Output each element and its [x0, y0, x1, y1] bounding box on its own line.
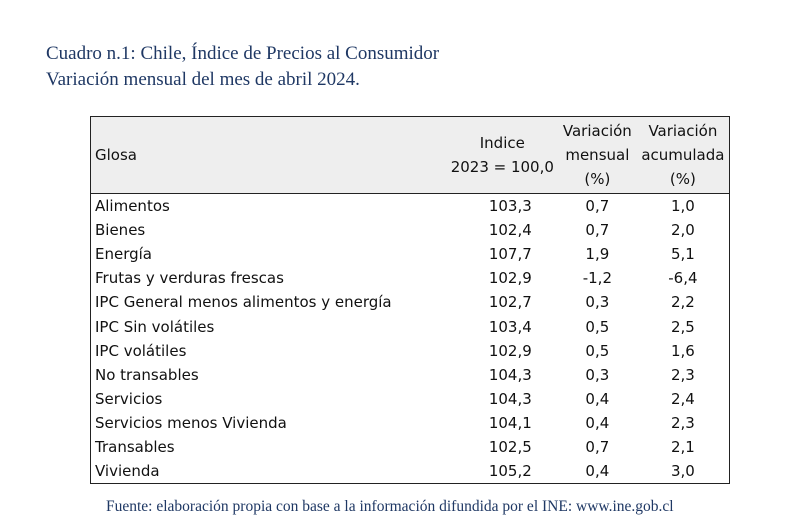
cell-acumulada: 2,3 — [637, 411, 730, 435]
table-row — [91, 314, 730, 338]
cell-acumulada: 2,2 — [637, 290, 730, 314]
table-row — [91, 363, 730, 387]
table-row — [91, 218, 730, 242]
header-mensual — [558, 117, 637, 194]
cell-indice: 102,9 — [488, 269, 532, 288]
cell-glosa: Servicios — [91, 387, 397, 411]
cell-mensual: 0,5 — [585, 317, 610, 336]
cell-acumulada: 2,4 — [637, 387, 730, 411]
caption-line-2: Variación mensual del mes de abril 2024. — [46, 69, 360, 90]
cell-glosa: IPC Sin volátiles — [91, 314, 397, 338]
cell-indice: 102,4 — [488, 221, 532, 240]
cell-indice: 102,7 — [488, 293, 532, 312]
source-note: Fuente: elaboración propia con base a la información difundida por el INE: www.ine.gob.cl — [106, 498, 674, 515]
table-row — [91, 242, 730, 266]
cell-mensual: 0,4 — [585, 413, 610, 432]
header-indice-line: Indice — [479, 134, 525, 152]
table-row — [91, 339, 730, 363]
cell-mensual: 0,7 — [585, 437, 610, 456]
cell-acumulada: 3,0 — [637, 459, 730, 484]
cell-mensual: 0,7 — [585, 221, 610, 240]
table-caption — [46, 41, 439, 93]
cell-indice: 105,2 — [397, 459, 558, 484]
cell-acumulada: 2,1 — [637, 435, 730, 459]
cell-indice: 104,3 — [488, 389, 532, 408]
cell-glosa: Transables — [91, 435, 397, 459]
header-mensual-line: (%) — [584, 170, 611, 188]
table-row — [91, 459, 730, 484]
cell-glosa: Frutas y verduras frescas — [91, 266, 397, 290]
header-row — [91, 117, 730, 194]
cell-glosa: Bienes — [91, 218, 397, 242]
cell-glosa: Vivienda — [91, 459, 397, 484]
cell-glosa: No transables — [91, 363, 397, 387]
cell-mensual: 0,5 — [585, 341, 610, 360]
cell-acumulada: 1,0 — [637, 194, 730, 219]
table-row — [91, 411, 730, 435]
header-acumulada-line: acumulada — [641, 146, 725, 164]
cell-indice: 102,5 — [488, 437, 532, 456]
cell-glosa: IPC volátiles — [91, 339, 397, 363]
header-acumulada-line: (%) — [669, 170, 696, 188]
header-mensual-line: Variación — [562, 122, 632, 140]
cell-glosa: IPC General menos alimentos y energía — [91, 290, 397, 314]
header-mensual-line: mensual — [565, 146, 630, 164]
cell-indice: 103,4 — [488, 317, 532, 336]
cell-mensual: 0,4 — [585, 389, 610, 408]
cell-indice: 107,7 — [488, 245, 532, 264]
cell-glosa: Alimentos — [91, 194, 397, 219]
header-acumulada — [637, 117, 730, 194]
cell-indice: 104,1 — [488, 413, 532, 432]
cell-glosa: Energía — [91, 242, 397, 266]
header-indice-line: 2023 = 100,0 — [450, 158, 554, 176]
table-row — [91, 266, 730, 290]
cell-acumulada: 2,3 — [637, 363, 730, 387]
header-acumulada-line: Variación — [648, 122, 718, 140]
table-row — [91, 194, 730, 219]
header-glosa: Glosa — [91, 117, 397, 194]
header-indice — [397, 117, 558, 194]
cell-mensual: 0,4 — [558, 459, 637, 484]
cell-acumulada: 5,1 — [637, 242, 730, 266]
cell-mensual: 0,3 — [585, 293, 610, 312]
cell-indice: 102,9 — [488, 341, 532, 360]
cell-indice: 104,3 — [488, 365, 532, 384]
cell-mensual: 0,7 — [585, 197, 610, 216]
table-row — [91, 290, 730, 314]
cell-acumulada: 1,6 — [637, 339, 730, 363]
cell-mensual: 0,3 — [585, 365, 610, 384]
table-row — [91, 387, 730, 411]
cell-acumulada: 2,0 — [637, 218, 730, 242]
cell-mensual: 1,9 — [585, 245, 610, 264]
table-row — [91, 435, 730, 459]
cell-acumulada: -6,4 — [637, 266, 730, 290]
cell-glosa: Servicios menos Vivienda — [91, 411, 397, 435]
cell-indice: 103,3 — [488, 197, 532, 216]
cpi-table — [90, 116, 730, 484]
cell-acumulada: 2,5 — [637, 314, 730, 338]
cell-mensual: -1,2 — [582, 269, 612, 288]
caption-line-1: Cuadro n.1: Chile, Índice de Precios al Consumidor — [46, 43, 440, 64]
